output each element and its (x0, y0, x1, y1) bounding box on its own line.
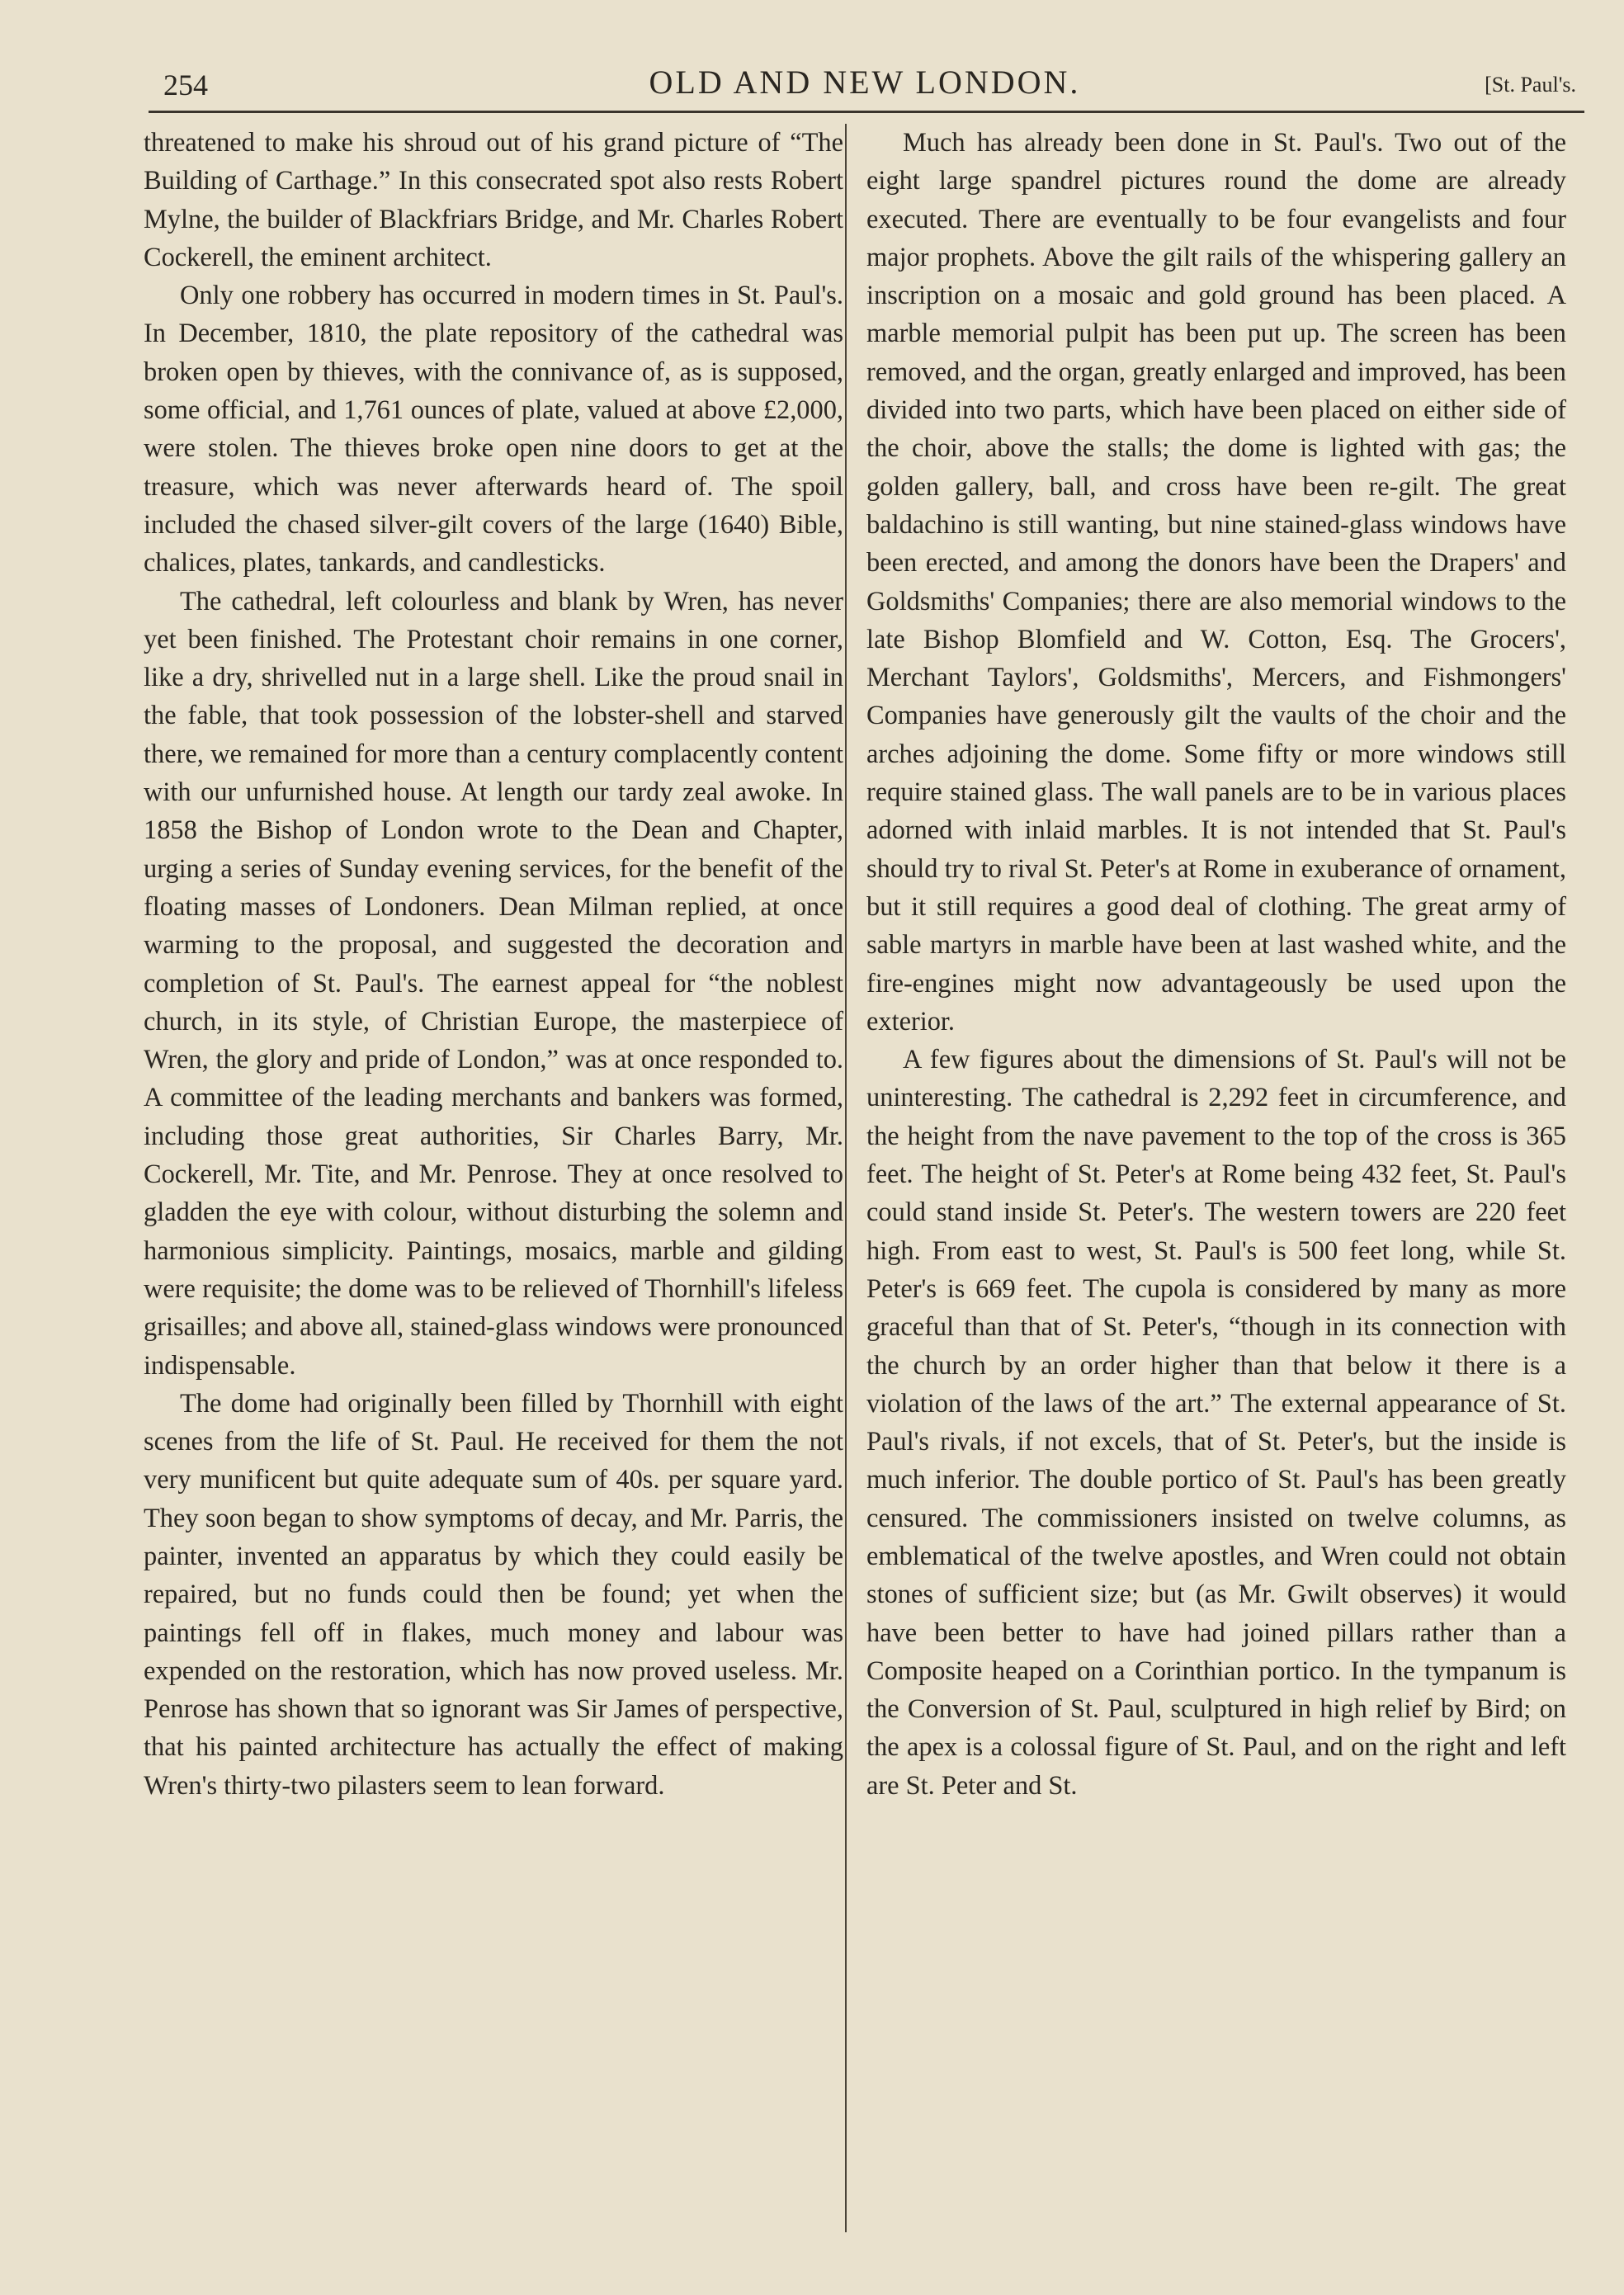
running-title: OLD AND NEW LONDON. (649, 64, 1081, 101)
paragraph: The dome had originally been filled by Thornhill with eight scenes from the life of St. Paul. He received for them the not very munificent but quite adequate sum of 40s. per square yard. They soon began to show symptoms of decay, and Mr. Parris, the painter, invented an apparatus by which they could easily be repaired, but no funds could then be found; yet when the paintings fell off in flakes, much money and labour was expended on the restoration, which has now proved useless. Mr. Penrose has shown that so ignorant was Sir James of perspective, that his painted architecture has actually the effect of making Wren's thirty-two pilasters seem to lean forward. (144, 1388, 843, 1801)
header-rule (149, 111, 1584, 113)
right-column (866, 124, 1566, 1805)
page-header (147, 54, 1583, 106)
paragraph: Only one robbery has occurred in modern times in St. Paul's. In December, 1810, the plate repository of the cathedral was broken open by thieves, with the connivance of, as is supposed, some official, and 1,761 ounces of plate, valued at above £2,000, were stolen. The thieves broke open nine doors to get at the treasure, which was never afterwards heard of. The spoil included the chased silver-gilt covers of the large (1640) Bible, chalices, plates, tankards, and candlesticks. (144, 281, 843, 578)
paragraph: Much has already been done in St. Paul's. Two out of the eight large spandrel pictures round the dome are already executed. There are eventually to be four evangelists and four major prophets. Above the gilt rails of the whispering gallery an inscription on a mosaic and gold ground has been placed. A marble memorial pulpit has been put up. The screen has been removed, and the organ, greatly enlarged and improved, has been divided into two parts, which have been placed on either side of the choir, above the stalls; the dome is lighted with gas; the golden gallery, ball, and cross have been re-gilt. The great baldachino is still wanting, but nine stained-glass windows have been erected, and among the donors have been the Drapers' and Goldsmiths' Companies; there are also memorial windows to the late Bishop Blomfield and W. Cotton, Esq. The Grocers', Merchant Taylors', Goldsmiths', Mercers, and Fishmongers' Companies have generously gilt the vaults of the choir and the arches adjoining the dome. Some fifty or more windows still require stained glass. The wall panels are to be in various places adorned with inlaid marbles. It is not intended that St. Paul's should try to rival St. Peter's at Rome in exuberance of ornament, but it still requires a good deal of clothing. The great army of sable martyrs in marble have been at last washed white, and the fire-engines might now advantageously be used upon the exterior. (866, 128, 1566, 1037)
left-column (144, 124, 843, 1805)
page-number: 254 (163, 68, 208, 102)
column-divider (845, 124, 847, 2232)
paragraph: A few figures about the dimensions of St. Paul's will not be uninteresting. The cathedral is 2,292 feet in circumference, and the height from the nave pavement to the top of the cross is 365 feet. The height of St. Peter's at Rome being 432 feet, St. Paul's could stand inside St. Peter's. The western towers are 220 feet high. From east to west, St. Paul's is 500 feet long, while St. Peter's is 669 feet. The cupola is considered by many as more graceful than that of St. Peter's, “though in its connection with the church by an order higher than that below it there is a violation of the laws of the art.” The external appearance of St. Paul's rivals, if not excels, that of St. Peter's, but the inside is much inferior. The double portico of St. Paul's has been greatly censured. The commissioners insisted on twelve columns, as emblematical of the twelve apostles, and Wren could not obtain stones of sufficient size; but (as Mr. Gwilt observes) it would have been better to have had joined pillars rather than a Composite heaped on a Corinthian portico. In the tympanum is the Conversion of St. Paul, sculptured in high relief by Bird; on the apex is a colossal figure of St. Paul, and on the right and left are St. Peter and St. (866, 1045, 1566, 1801)
paragraph: threatened to make his shroud out of his grand picture of “The Building of Carthage.” In this consecrated spot also rests Robert Mylne, the builder of Blackfriars Bridge, and Mr. Charles Robert Cockerell, the eminent architect. (144, 128, 843, 272)
running-section: [St. Paul's. (1485, 73, 1576, 97)
paragraph: The cathedral, left colourless and blank by Wren, has never yet been finished. The Protestant choir remains in one corner, like a dry, shrivelled nut in a large shell. Like the proud snail in the fable, that took possession of the lobster-shell and starved there, we remained for more than a century complacently content with our unfurnished house. At length our tardy zeal awoke. In 1858 the Bishop of London wrote to the Dean and Chapter, urging a series of Sunday evening services, for the benefit of the floating masses of Londoners. Dean Milman replied, at once warming to the proposal, and suggested the decoration and completion of St. Paul's. The earnest appeal for “the noblest church, in its style, of Christian Europe, the masterpiece of Wren, the glory and pride of London,” was at once responded to. A committee of the leading merchants and bankers was formed, including those great authorities, Sir Charles Barry, Mr. Cockerell, Mr. Tite, and Mr. Penrose. They at once resolved to gladden the eye with colour, without disturbing the solemn and harmonious simplicity. Paintings, mosaics, marble and gilding were requisite; the dome was to be relieved of Thornhill's lifeless grisailles; and above all, stained-glass windows were pronounced indispensable. (144, 586, 843, 1381)
